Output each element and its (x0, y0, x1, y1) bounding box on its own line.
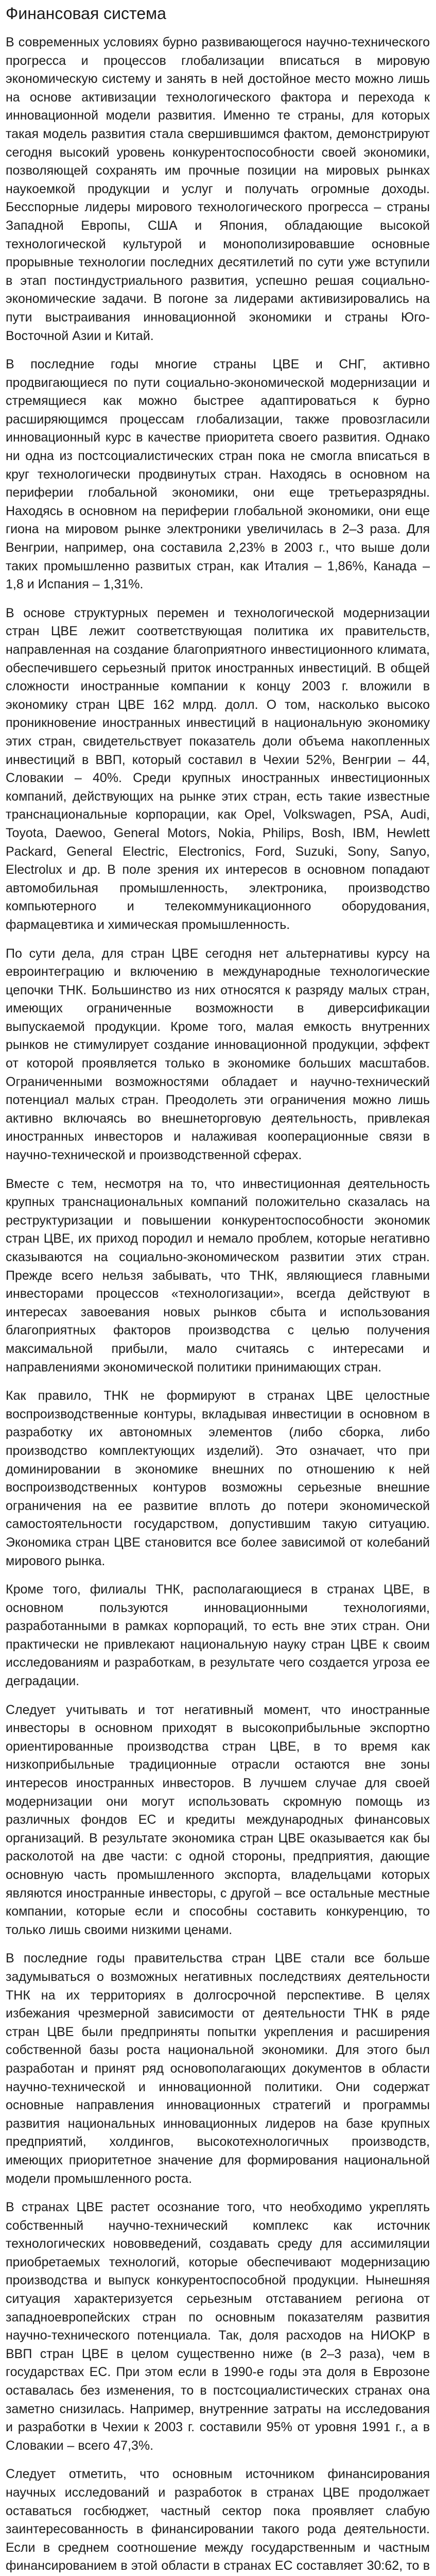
paragraph: В современных условиях бурно развивающегося научно-технического прогресса и процессов глобализации вписаться в мировую экономическую систему и занять в ней достойное место можно лишь на основе активизации технологического фактора и перехода к инновационной модели развития. Именно те страны, для которых такая модель развития стала свершившимся фактом, демонстрируют сегодня высокий уровень конкурентоспособности своей экономики, позволяющей сохранять им прочные позиции на мировых рынках наукоемкой продукции и услуг и получать огромные доходы. Бесспорные лидеры мирового технологического прогресса – страны Западной Европы, США и Япония, обладающие высокой технологической культурой и монополизировавшие основные прорывные технологии последних десятилетий по сути уже вступили в этап постиндустриального развития, успешно решая социально-экономические задачи. В погоне за лидерами активизировались на пути выстраивания инновационной экономики и страны Юго-Восточной Азии и Китай. (6, 35, 430, 343)
paragraph: Следует отметить, что основным источником финансирования научных исследований и разработок в странах ЦВЕ продолжает оставаться госбюджет, частный сектор пока проявляет слабую заинтересованность в финансировании такого рода деятельности. Если в среднем соотношение между государственным и частным финансированием в этой области в странах ЕС составляет 30:62, то в (6, 2467, 430, 2573)
paragraph: Вместе с тем, несмотря на то, что инвестиционная деятельность крупных транснациональных компаний положительно сказалась на реструктуризации и повышении конкурентоспособности экономик стран ЦВЕ, их приход породил и немало проблем, которые негативно сказываются на социально-экономическом развитии этих стран. Прежде всего нельзя забывать, что ТНК, являющиеся главными инвесторами процессов «технологизации», всегда действуют в интересах завоевания новых рынков сбыта и использования благоприятных факторов производства с целью получения максимальной прибыли, мало считаясь с интересами и направлениями экономической политики принимающих стран. (6, 1176, 430, 1375)
paragraph: В странах ЦВЕ растет осознание того, что необходимо укреплять собственный научно-технический комплекс как источник технологических нововведений, создавать среду для ассимиляции приобретаемых технологий, которые обеспечивают модернизацию производства и выпуск конкурентоспособной продукции. Нынешняя ситуация характеризуется серьезным отставанием региона от западноевропейских стран по основным показателям развития научно-технического потенциала. Так, доля расходов на НИОКР в ВВП стран ЦВЕ в целом существенно ниже (в 2–3 раза), чем в государствах ЕС. При этом если в 1990-е годы эта доля в Еврозоне оставалась без изменения, то в постсоциалистических странах она заметно снизилась. Например, внутренние затраты на исследования и разработки в Чехии к 2003 г. составили 95% от уровня 1991 г., а в Словакии – всего 47,3%. (6, 2200, 430, 2453)
page-title: Финансовая система (6, 4, 166, 23)
paragraph: Как правило, ТНК не формируют в странах ЦВЕ целостные воспроизводственные контуры, вкладывая инвестиции в основном в разработку их автономных элементов (либо сборка, либо производство комплектующих изделий). Это означает, что при доминировании в экономике внешних по отношению к ней воспроизводственных контуров возможны серьезные внешние ограничения на ее развитие вплоть до потери экономической самостоятельности государством, допустившим такую ситуацию. Экономика стран ЦВЕ становится все более зависимой от колебаний мирового рынка. (6, 1388, 430, 1568)
paragraph: Следует учитывать и тот негативный момент, что иностранные инвесторы в основном приходят в высокоприбыльные экспортно ориентированные производства стран ЦВЕ, в то время как низкоприбыльные традиционные отрасли остаются вне зоны интересов иностранных инвесторов. В лучшем случае для своей модернизации они могут использовать скромную помощь из различных фондов ЕС и кредиты международных финансовых организаций. В результате экономика стран ЦВЕ оказывается как бы расколотой на две части: с одной стороны, предприятия, дающие основную часть промышленного экспорта, владельцами которых являются иностранные инвесторы, с другой – все остальные местные компании, которые если и способны составить конкуренцию, то только лишь своими низкими ценами. (6, 1702, 430, 1937)
paragraph: В последние годы правительства стран ЦВЕ стали все больше задумываться о возможных негативных последствиях деятельности ТНК на их территориях в долгосрочной перспективе. В целях избежания чрезмерной зависимости от деятельности ТНК в ряде стран ЦВЕ были предприняты попытки укрепления и расширения собственной базы роста национальной экономики. Для этого был разработан и принят ряд основополагающих документов в области научно-технической и инновационной политики. Они содержат основные направления инновационных стратегий и программы развития национальных инновационных лидеров на базе крупных предприятий, холдингов, высокотехнологичных производств, имеющих приоритетное значение для формирования национальной модели промышленного роста. (6, 1951, 430, 2186)
paragraph: В последние годы многие страны ЦВЕ и СНГ, активно продвигающиеся по пути социально-экономической модернизации и стремящиеся как можно быстрее адаптироваться к бурно расширяющимся процессам глобализации, также провозгласили инновационный курс в качестве приоритета своего развития. Однако ни одна из постсоциалистических стран пока не смогла вписаться в круг технологически продвинутых стран. Находясь в основном на периферии глобальной экономики, они еще третьеразрядны. Находясь в основном на периферии глобальной экономики, они еще гиона на мировом рынке электроники увеличилась в 2–3 раза. Для Венгрии, например, она составила 2,23% в 2003 г., что выше доли таких промышленно развитых стран, как Италия – 1,86%, Канада – 1,8 и Испания – 1,31%. (6, 357, 430, 592)
paragraph: Кроме того, филиалы ТНК, располагающиеся в странах ЦВЕ, в основном пользуются инновационными технологиями, разработанными в рамках корпораций, то есть вне этих стран. Они практически не привлекают национальную науку стран ЦВЕ к своим исследованиям и разработкам, в результате чего создается угроза ее деградации. (6, 1582, 430, 1689)
article-body (6, 33, 430, 2576)
paragraph: В основе структурных перемен и технологической модернизации стран ЦВЕ лежит соответствующая политика их правительств, направленная на создание благоприятного инвестиционного климата, обеспечившего серьезный приток иностранных инвестиций. В общей сложности иностранные компании к концу 2003 г. вложили в экономику стран ЦВЕ 162 млрд. долл. О том, насколько высоко проникновение иностранных инвестиций в национальную экономику этих стран, свидетельствует показатель доли объема накопленных инвестиций в ВВП, который составил в Чехии 52%, Венгрии – 44, Словакии – 40%. Среди крупных иностранных инвестиционных компаний, действующих на рынке этих стран, есть такие известные транснациональные корпорации, как Opel, Volkswagen, PSA, Audi, Toyota, Daewoo, General Motors, Nokia, Philips, Bosh, IBM, Hewlett Packard, General Electric, Electronics, Ford, Suzuki, Sony, Sanyo, Electrolux и др. В поле зрения их интересов в основном попадают автомобильная промышленность, электроника, производство компьютерного и телекоммуникационного оборудования, фармацевтика и химическая промышленность. (6, 605, 430, 932)
paragraph: По сути дела, для стран ЦВЕ сегодня нет альтернативы курсу на евроинтеграцию и включению в международные технологические цепочки ТНК. Большинство из них относятся к разряду малых стран, имеющих ограниченные возможности в диверсификации выпускаемой продукции. Кроме того, малая емкость внутренних рынков не стимулирует создание инновационной продукции, эффект от которой проявляется только в экономике больших масштабов. Ограниченными возможностями обладает и научно-технический потенциал малых стран. Преодолеть эти ограничения можно лишь активно включаясь во внешнеторговую деятельность, привлекая иностранных инвесторов и налаживая кооперационные связи в научно-технической и производственной сферах. (6, 946, 430, 1163)
